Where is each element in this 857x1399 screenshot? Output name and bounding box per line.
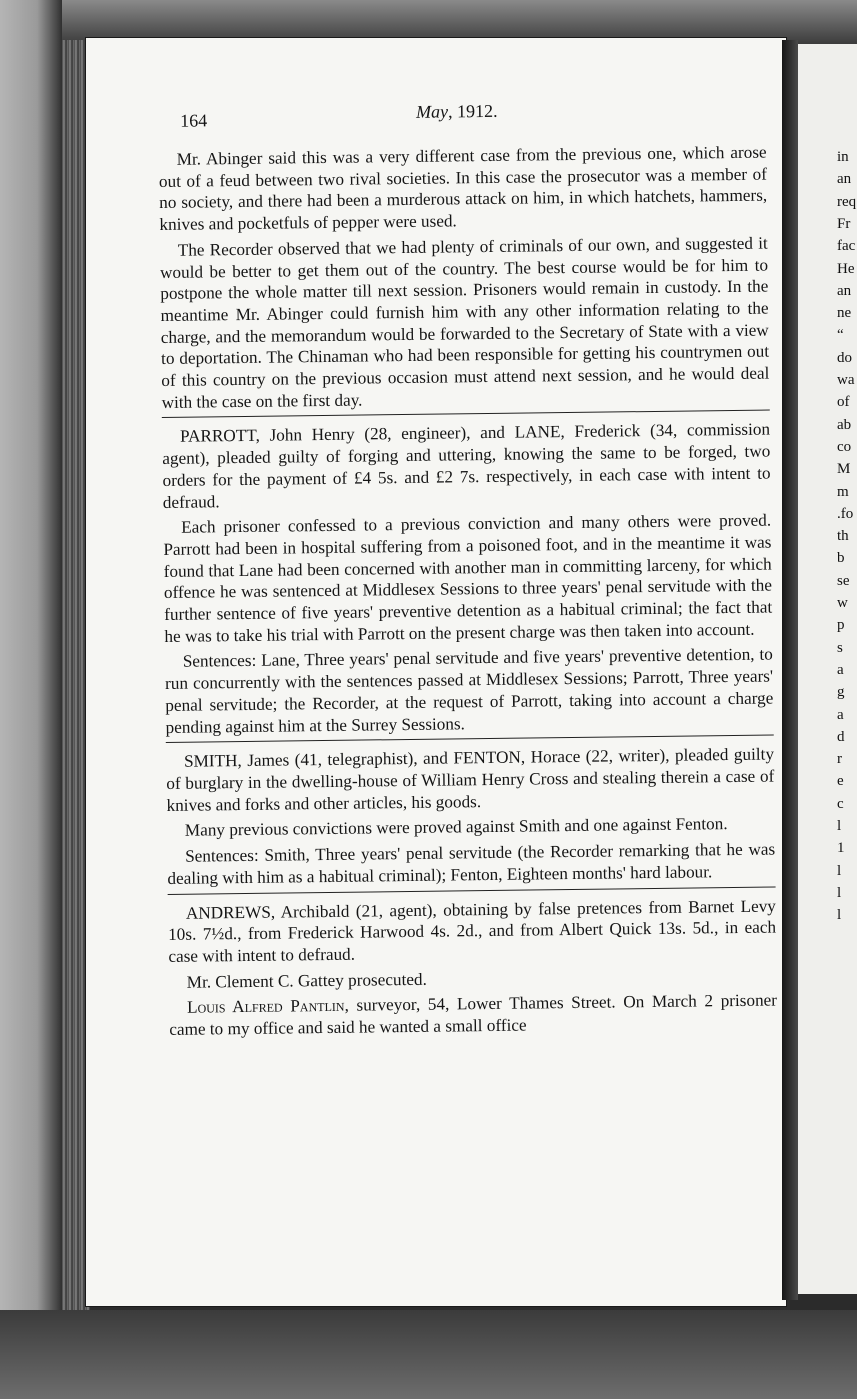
facing-page-fragment: e [837, 773, 844, 790]
witness-name: Louis Alfred Pantlin [186, 996, 345, 1018]
paragraph: Mr. Abinger said this was a very different case from the previous one, which arose out of a feud between two rival societies. In this case the prosecutor was a member of no society, and there had been a murderous attack on him, in which hatchets, hammers, knives and pocketfuls of pepper were used. [158, 142, 768, 235]
facing-page-fragment: M [837, 461, 851, 478]
facing-page-fragment: l [837, 884, 842, 901]
facing-page-fragment: r [837, 751, 842, 768]
facing-page-fragment: p [837, 617, 845, 634]
facing-page-fragment: th [837, 528, 849, 545]
page-number: 164 [180, 110, 208, 131]
facing-page-fragment: s [837, 639, 843, 656]
facing-page-fragment: g [837, 684, 845, 701]
case-heading-parrott-lane: PARROTT, John Henry (28, engineer), and LANE, Frederick (34, commission agent), pleaded guilty of forging and uttering, knowing the same to be forged, two orders for the payment of £4 5s. and £2 7s. respectively, in each case with intent to defraud. [162, 419, 771, 512]
facing-page-fragment: co [837, 438, 852, 455]
facing-page-fragment: an [837, 282, 852, 299]
running-title-month: May [415, 101, 449, 122]
facing-page-fragment: l [837, 818, 842, 834]
facing-page-fragment: Fr [837, 215, 851, 232]
facing-page-fragment: fac [837, 238, 856, 255]
paragraph [169, 990, 777, 1041]
facing-page-fragment: w [837, 595, 848, 611]
page-gutter-shadow [782, 40, 798, 1300]
facing-page-edge [790, 44, 857, 1294]
running-title [416, 101, 498, 124]
facing-page-fragment: d [837, 728, 845, 745]
paragraph: Sentences: Lane, Three years' penal servitude and five years' preventive detention, to run concurrently with the sentences passed at Middlesex Sessions; Parrott, Three years' penal servitude; the Recorder, at the request of Parrott, taking into account a charge pending against him at the Surrey Sessions. [164, 644, 774, 737]
facing-page-fragment: “ [837, 327, 844, 344]
facing-page-fragment: m [837, 483, 849, 500]
facing-page-fragment: ab [837, 416, 852, 433]
facing-page-fragment: of [837, 394, 850, 411]
facing-page-fragment: l [837, 907, 842, 924]
facing-page-fragment: in [837, 149, 849, 165]
facing-page-fragment: wa [837, 372, 855, 388]
running-title-year: , 1912. [447, 100, 498, 122]
facing-page-fragment: se [837, 572, 850, 589]
facing-page-fragment: a [837, 661, 844, 678]
facing-page-fragment: a [837, 706, 844, 723]
facing-page-fragment: 1 [837, 840, 845, 857]
paragraph: Mr. Clement C. Gattey prosecuted. [186, 969, 427, 992]
witness-testimony: , surveyor, 54, Lower Thames Street. On March 2 prisoner came to my office and said he wanted a small office [169, 990, 778, 1039]
scan-bottom-border [0, 1310, 857, 1399]
facing-page-fragment: req [837, 193, 857, 210]
facing-page-fragment: b [837, 550, 845, 567]
case-heading-smith-fenton: SMITH, James (41, telegraphist), and FENTON, Horace (22, writer), pleaded guilty of burglary in the dwelling-house of William Henry Cross and stealing therein a case of knives and forks and other articles, his goods. [166, 744, 775, 815]
paragraph: Sentences: Smith, Three years' penal servitude (the Recorder remarking that he was dealing with him as a habitual criminal); Fenton, Eighteen months' hard labour. [167, 839, 776, 888]
page-content [158, 98, 777, 1045]
case-heading-andrews: ANDREWS, Archibald (21, agent), obtaining by false pretences from Barnet Levy 10s. 7½d., from Frederick Harwood 4s. 2d., and from Albert Quick 13s. 5d., in each case with intent to defraud. [168, 896, 777, 966]
paragraph: The Recorder observed that we had plenty of criminals of our own, and suggested it would be better to get them out of the country. The best course would be for him to postpone the whole matter till next session. Prisoners would remain in custody. In the meantime Mr. Abinger could furnish him with any other information relating to the charge, and the memorandum would be forwarded to the Secretary of State with a view to deportation. The Chinaman who had been responsible for getting his countrymen out of this country on the previous occasion must attend next session, and he would deal with the case on the first day. [159, 233, 770, 412]
scan-left-margin [0, 0, 62, 1399]
paragraph: Each prisoner confessed to a previous conviction and many others were proved. Parrott had been in hospital suffering from a poisoned foot, and in the meantime it was found that Lane had been concerned with another man in committing larceny, for which offence he was sentenced at Middlesex Sessions to three years' penal servitude with the further sentence of five years' preventive detention as a habitual criminal; the fact that he was to take his trial with Parrott on the present charge was then taken into account. [163, 510, 773, 646]
facing-page-fragment: He [837, 260, 855, 277]
facing-page-fragment: l [837, 862, 842, 879]
facing-page-fragment: ne [837, 305, 852, 322]
facing-page-fragment: c [837, 795, 844, 812]
facing-page-fragment: .fo [837, 505, 854, 522]
facing-page-fragment: do [837, 349, 852, 366]
paragraph: Many previous convictions were proved against Smith and one against Fenton. [184, 814, 728, 841]
facing-page-fragment: an [837, 171, 852, 188]
